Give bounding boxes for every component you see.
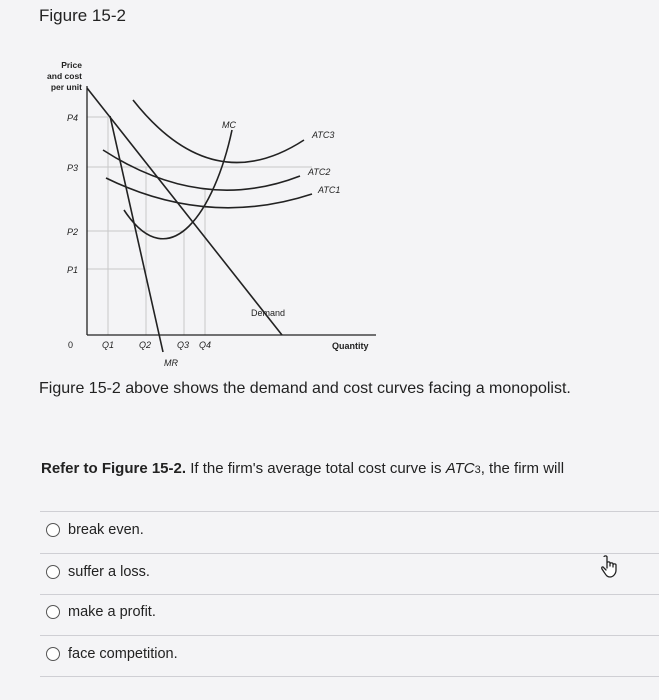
separator — [40, 676, 659, 677]
option-label: face competition. — [68, 646, 178, 662]
mc-label: MC — [222, 120, 236, 130]
y-axis-label-line-3: per unit — [50, 82, 82, 92]
figure-title: Figure 15-2 — [39, 6, 126, 25]
question-body-end: , the firm will — [480, 460, 565, 477]
separator — [40, 594, 659, 595]
price-label-p3: P3 — [67, 163, 79, 173]
atc2-label: ATC2 — [308, 167, 331, 177]
y-axis-label-line-2: and cost — [47, 71, 82, 81]
price-label-p2: P2 — [67, 227, 79, 237]
atc3-label: ATC3 — [312, 130, 335, 140]
price-label-p4: P4 — [67, 113, 79, 123]
radio-button[interactable] — [46, 565, 60, 579]
question-atc: ATC — [445, 460, 475, 477]
option-label: make a profit. — [68, 604, 156, 620]
price-label-p1: P1 — [67, 265, 79, 275]
mr-label: MR — [164, 358, 178, 368]
separator — [40, 553, 659, 554]
question-text — [41, 460, 564, 477]
quantity-label-q2: Q2 — [139, 340, 152, 350]
hand-cursor-icon — [600, 555, 622, 579]
y-axis-label-line-1: Price — [61, 60, 82, 70]
figure-caption: Figure 15-2 above shows the demand and cost curves facing a monopolist. — [39, 380, 571, 397]
quantity-label-q4: Q4 — [199, 340, 212, 350]
option-label: break even. — [68, 522, 144, 538]
question-body-start: If the firm's average total cost curve is — [186, 460, 446, 477]
question-lead: Refer to Figure 15-2. — [41, 460, 187, 477]
guide-lines — [87, 117, 312, 335]
option-break-even[interactable] — [46, 522, 144, 538]
atc3-curve — [133, 100, 304, 163]
question-atc-subscript: 3 — [474, 464, 481, 476]
separator — [40, 635, 659, 636]
quantity-label-q1: Q1 — [102, 340, 115, 350]
option-make-profit[interactable] — [46, 604, 156, 620]
option-suffer-loss[interactable] — [46, 564, 150, 580]
atc1-label: ATC1 — [318, 185, 341, 195]
quantity-label-q3: Q3 — [177, 340, 190, 350]
demand-label: Demand — [251, 308, 286, 318]
radio-button[interactable] — [46, 523, 60, 537]
radio-button[interactable] — [46, 647, 60, 661]
separator — [40, 511, 659, 512]
option-face-competition[interactable] — [46, 646, 178, 662]
origin-label: 0 — [68, 340, 74, 350]
x-axis-label: Quantity — [332, 341, 369, 351]
option-label: suffer a loss. — [68, 564, 150, 580]
radio-button[interactable] — [46, 605, 60, 619]
